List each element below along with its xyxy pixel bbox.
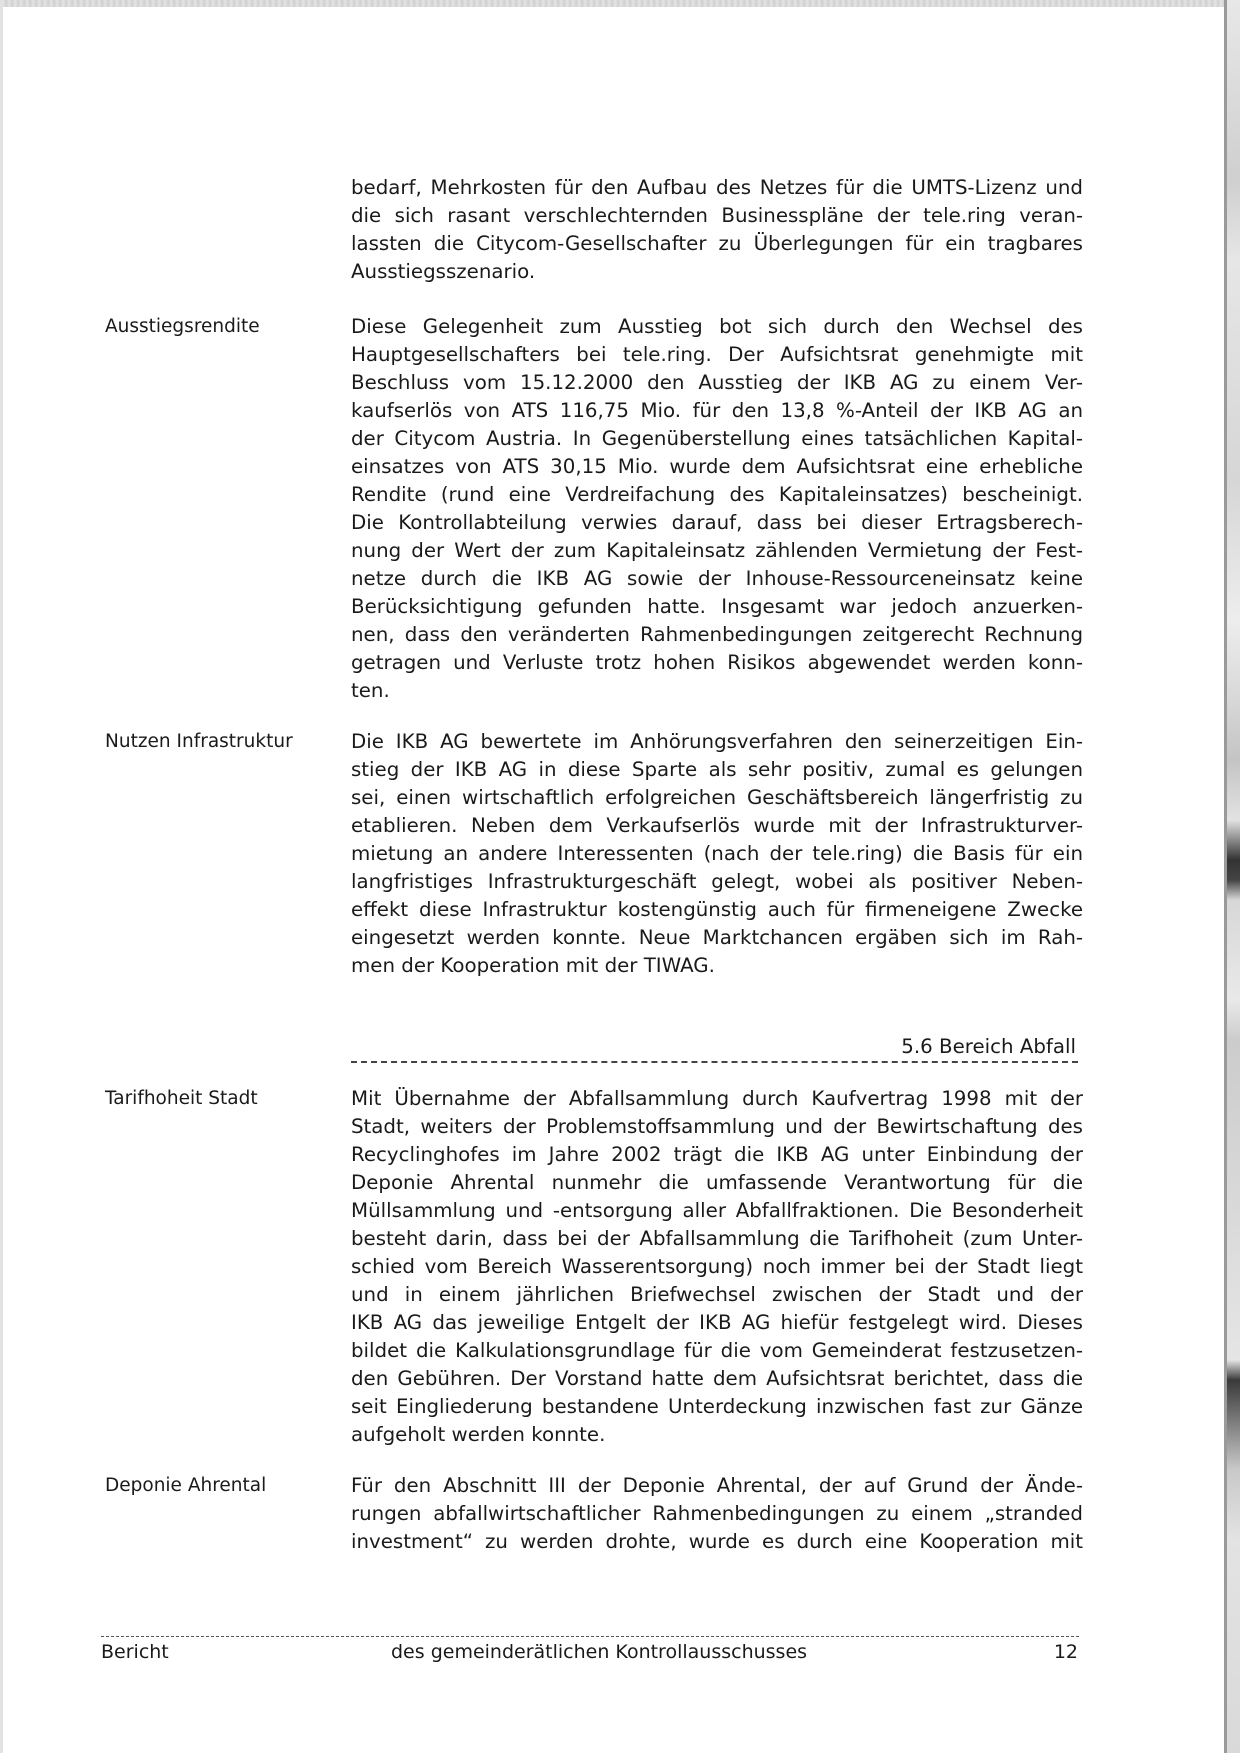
text-line: und in einem jährlichen Briefwechsel zwischen der Stadt und der	[351, 1283, 1083, 1306]
footer-center-text: des gemeinderätlichen Kontrollausschusses	[391, 1641, 808, 1663]
text-line: netze durch die IKB AG sowie der Inhouse-Ressourceneinsatz keine	[351, 567, 1083, 590]
text-line: einsatzes von ATS 30,15 Mio. wurde dem Aufsichtsrat eine erhebliche	[351, 455, 1083, 478]
text-line: Rendite (rund eine Verdreifachung des Kapitaleinsatzes) bescheinigt.	[351, 483, 1083, 506]
text-line: mietung an andere Interessenten (nach der tele.ring) die Basis für ein	[351, 842, 1083, 865]
text-line: getragen und Verluste trotz hohen Risikos abgewendet werden konn-	[351, 651, 1083, 674]
margin-label-ausstiegsrendite: Ausstiegsrendite	[105, 316, 260, 337]
text-line: der Citycom Austria. In Gegenüberstellung eines tatsächlichen Kapital-	[351, 427, 1083, 450]
scan-edge-left	[0, 0, 3, 1753]
text-line: Recyclinghofes im Jahre 2002 trägt die IKB AG unter Einbindung der	[351, 1143, 1083, 1166]
text-line: stieg der IKB AG in diese Sparte als sehr positiv, zumal es gelungen	[351, 758, 1083, 781]
text-line: Diese Gelegenheit zum Ausstieg bot sich durch den Wechsel des	[351, 315, 1083, 338]
margin-label-tarifhoheit-stadt: Tarifhoheit Stadt	[105, 1088, 258, 1109]
footer-divider	[101, 1636, 1079, 1637]
text-line: kaufserlös von ATS 116,75 Mio. für den 13,8 %-Anteil der IKB AG an	[351, 399, 1083, 422]
text-line: Ausstiegsszenario.	[351, 260, 536, 283]
paragraph-nutzen-infrastruktur	[351, 728, 1083, 980]
paragraph-ausstiegsrendite	[351, 313, 1083, 705]
scan-edge-right	[1224, 0, 1240, 1753]
text-line: langfristiges Infrastrukturgeschäft gelegt, wobei als positiver Neben-	[351, 870, 1083, 893]
text-line: lassten die Citycom-Gesellschafter zu Überlegungen für ein tragbares	[351, 232, 1083, 255]
footer-left-text: Bericht	[101, 1641, 169, 1663]
text-line: die sich rasant verschlechternden Businesspläne der tele.ring veran-	[351, 204, 1083, 227]
paragraph-intro	[351, 174, 1083, 286]
section-divider	[351, 1061, 1078, 1063]
text-line: den Gebühren. Der Vorstand hatte dem Aufsichtsrat berichtet, dass die	[351, 1367, 1083, 1390]
page-number: 12	[1053, 1641, 1078, 1663]
text-line: eingesetzt werden konnte. Neue Marktchancen ergäben sich im Rah-	[351, 926, 1083, 949]
text-line: Die IKB AG bewertete im Anhörungsverfahren den seinerzeitigen Ein-	[351, 730, 1083, 753]
text-line: nen, dass den veränderten Rahmenbedingungen zeitgerecht Rechnung	[351, 623, 1083, 646]
text-line: schied vom Bereich Wasserentsorgung) noch immer bei der Stadt liegt	[351, 1255, 1083, 1278]
text-line: rungen abfallwirtschaftlicher Rahmenbedingungen zu einem „stranded	[351, 1502, 1083, 1525]
text-line: nung der Wert der zum Kapitaleinsatz zählenden Vermietung der Fest-	[351, 539, 1083, 562]
text-line: Mit Übernahme der Abfallsammlung durch Kaufvertrag 1998 mit der	[351, 1087, 1083, 1110]
section-heading: 5.6 Bereich Abfall	[901, 1035, 1076, 1058]
text-line: men der Kooperation mit der TIWAG.	[351, 954, 715, 977]
text-line: Berücksichtigung gefunden hatte. Insgesamt war jedoch anzuerken-	[351, 595, 1083, 618]
text-line: investment“ zu werden drohte, wurde es durch eine Kooperation mit	[351, 1530, 1083, 1553]
margin-label-deponie-ahrental: Deponie Ahrental	[105, 1475, 267, 1496]
text-line: etablieren. Neben dem Verkaufserlös wurde mit der Infrastrukturver-	[351, 814, 1083, 837]
text-line: Hauptgesellschafters bei tele.ring. Der Aufsichtsrat genehmigte mit	[351, 343, 1083, 366]
text-line: Beschluss vom 15.12.2000 den Ausstieg der IKB AG zu einem Ver-	[351, 371, 1083, 394]
text-line: effekt diese Infrastruktur kostengünstig auch für firmeneigene Zwecke	[351, 898, 1083, 921]
text-line: bedarf, Mehrkosten für den Aufbau des Netzes für die UMTS-Lizenz und	[351, 176, 1083, 199]
text-line: Deponie Ahrental nunmehr die umfassende Verantwortung für die	[351, 1171, 1083, 1194]
text-line: IKB AG das jeweilige Entgelt der IKB AG hiefür festgelegt wird. Dieses	[351, 1311, 1083, 1334]
text-line: ten.	[351, 679, 390, 702]
scan-edge-top	[0, 0, 1240, 7]
text-line: Stadt, weiters der Problemstoffsammlung und der Bewirtschaftung des	[351, 1115, 1083, 1138]
paragraph-tarifhoheit-stadt	[351, 1085, 1083, 1449]
text-line: sei, einen wirtschaftlich erfolgreichen Geschäftsbereich längerfristig zu	[351, 786, 1083, 809]
text-line: Müllsammlung und -entsorgung aller Abfallfraktionen. Die Besonderheit	[351, 1199, 1083, 1222]
text-line: Die Kontrollabteilung verwies darauf, dass bei dieser Ertragsberech-	[351, 511, 1083, 534]
text-line: Für den Abschnitt III der Deponie Ahrental, der auf Grund der Ände-	[351, 1474, 1083, 1497]
paragraph-deponie-ahrental	[351, 1472, 1083, 1556]
margin-label-nutzen-infrastruktur: Nutzen Infrastruktur	[105, 731, 293, 752]
text-line: bildet die Kalkulationsgrundlage für die vom Gemeinderat festzusetzen-	[351, 1339, 1083, 1362]
text-line: seit Eingliederung bestandene Unterdeckung inzwischen fast zur Gänze	[351, 1395, 1083, 1418]
text-line: besteht darin, dass bei der Abfallsammlung die Tarifhoheit (zum Unter-	[351, 1227, 1083, 1250]
text-line: aufgeholt werden konnte.	[351, 1423, 606, 1446]
